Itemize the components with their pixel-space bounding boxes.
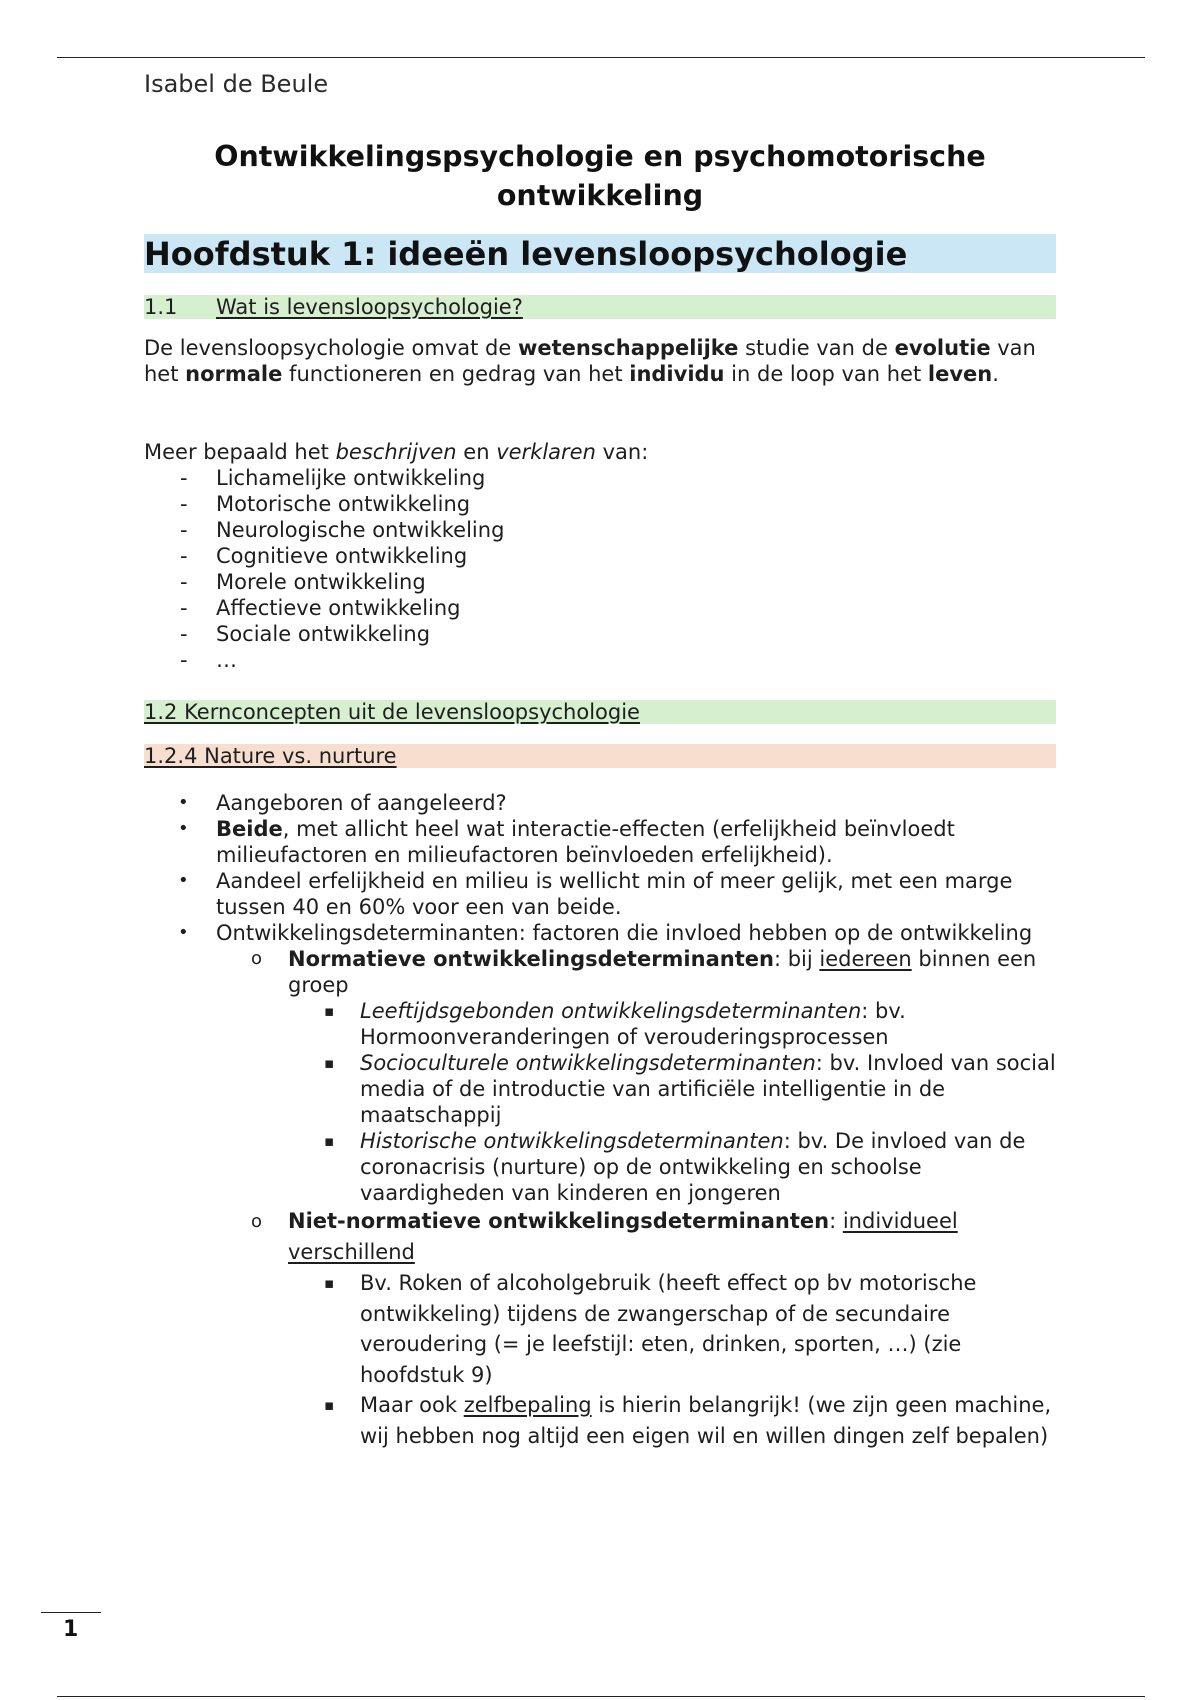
italic-term: Historische ontwikkelingsdeterminanten xyxy=(360,1129,784,1153)
italic-term: beschrijven xyxy=(335,440,457,464)
dash-list xyxy=(144,465,1056,673)
page-number: 1 xyxy=(63,1617,79,1642)
list-item-text: Affectieve ontwikkeling xyxy=(216,596,461,620)
dash-marker: - xyxy=(180,648,188,672)
footer-page-rule xyxy=(57,1696,1145,1697)
text-run: is hierin belangrijk! (we zijn geen machine, wij hebben nog altijd een eigen wil en willen dingen zelf bepalen) xyxy=(360,1393,1052,1448)
underlined-term: iedereen xyxy=(819,947,912,971)
sub-list xyxy=(216,946,1056,1451)
section-title: 1.2 Kernconcepten uit de levensloopsychologie xyxy=(144,700,640,724)
definition-paragraph xyxy=(144,335,1056,387)
list-item xyxy=(144,647,1056,673)
bold-term: Niet-normatieve ontwikkelingsdeterminanten xyxy=(288,1209,830,1233)
dash-marker: - xyxy=(180,596,188,620)
list-item-text: Morele ontwikkeling xyxy=(216,570,426,594)
list-item xyxy=(288,1268,1056,1390)
sub-sub-list xyxy=(288,1268,1056,1451)
square-marker: ▪ xyxy=(324,1054,335,1072)
list-item-text: Sociale ontwikkeling xyxy=(216,622,431,646)
bold-term: leven xyxy=(927,362,993,386)
underlined-term: individueel verschillend xyxy=(288,1209,958,1264)
nature-nurture-content xyxy=(144,790,1056,1451)
text-run: . xyxy=(992,362,999,386)
dash-marker: - xyxy=(180,622,188,646)
development-areas xyxy=(144,439,1056,673)
bullet-marker: • xyxy=(178,818,189,839)
italic-term: Leeftijdsgebonden ontwikkelingsdeterminanten xyxy=(360,999,862,1023)
text-run: Meer bepaald het xyxy=(144,440,336,464)
list-item xyxy=(144,868,1056,920)
dash-marker: - xyxy=(180,518,188,542)
section-heading-1-2-4 xyxy=(144,744,1056,768)
list-item-text: … xyxy=(216,648,237,672)
text-run: in de loop van het xyxy=(724,362,928,386)
underlined-term: zelfbepaling xyxy=(463,1393,592,1417)
list-item-text: Aangeboren of aangeleerd? xyxy=(216,791,507,815)
dash-marker: - xyxy=(180,544,188,568)
list-item-text: : bv. De invloed van de coronacrisis (nurture) op de ontwikkeling en schoolse vaardigheden van kinderen en jongeren xyxy=(360,1129,1026,1205)
bullet-marker: • xyxy=(178,870,189,891)
document-title xyxy=(144,137,1056,215)
text-run: van het xyxy=(144,336,1036,386)
text-run: studie van de xyxy=(738,336,895,360)
italic-term: verklaren xyxy=(496,440,596,464)
square-marker: ▪ xyxy=(324,1274,335,1292)
circle-marker: o xyxy=(251,1211,263,1232)
sub-sub-list xyxy=(288,998,1056,1206)
bold-term: Beide xyxy=(216,817,283,841)
bullet-list xyxy=(144,790,1056,1451)
bold-term: evolutie xyxy=(894,336,991,360)
text-run: Maar ook xyxy=(360,1393,464,1417)
bold-term: Normatieve ontwikkelingsdeterminanten xyxy=(288,947,774,971)
chapter-heading: Hoofdstuk 1: ideeën levensloopsychologie xyxy=(144,234,1056,273)
document-title-line-2: ontwikkeling xyxy=(496,179,704,212)
list-item xyxy=(144,816,1056,868)
list-item xyxy=(216,1206,1056,1451)
section-heading-1-1 xyxy=(144,295,1056,319)
list-item-text: : bv. Hormoonveranderingen of verouderingsprocessen xyxy=(360,999,906,1049)
dash-marker: - xyxy=(180,466,188,490)
list-item xyxy=(144,465,1056,491)
section-title: 1.2.4 Nature vs. nurture xyxy=(144,744,397,768)
text-run: De levensloopsychologie omvat de xyxy=(144,336,518,360)
list-item-text: Cognitieve ontwikkeling xyxy=(216,544,468,568)
list-item xyxy=(288,1050,1056,1128)
bold-term: normale xyxy=(185,362,283,386)
list-item xyxy=(144,621,1056,647)
list-item xyxy=(288,1390,1056,1451)
list-intro xyxy=(144,439,1056,465)
list-item xyxy=(288,1128,1056,1206)
section-heading-1-2 xyxy=(144,700,1056,724)
bold-term: individu xyxy=(629,362,725,386)
bullet-marker: • xyxy=(178,792,189,813)
bold-term: wetenschappelijke xyxy=(517,336,739,360)
text-run: en xyxy=(456,440,497,464)
text-run: van: xyxy=(595,440,649,464)
author-name: Isabel de Beule xyxy=(144,70,329,98)
circle-marker: o xyxy=(251,948,263,969)
list-item xyxy=(216,946,1056,1206)
list-item xyxy=(144,790,1056,816)
text-run: : xyxy=(829,1209,843,1233)
section-number: 1.1 xyxy=(144,295,178,319)
list-item-text: : bv. Invloed van social media of de introductie van artificiële intelligentie in de maatschappij xyxy=(360,1051,1056,1127)
list-item xyxy=(144,920,1056,1451)
text-run: : bij xyxy=(773,947,820,971)
text-run: binnen een groep xyxy=(288,947,1037,997)
list-item-text: Bv. Roken of alcoholgebruik (heeft effect op bv motorische ontwikkeling) tijdens de zwangerschap of de secundaire veroudering (= je leefstijl: eten, drinken, sporten, …) (zie hoofdstuk 9) xyxy=(360,1271,977,1387)
list-item-text: Ontwikkelingsdeterminanten: factoren die invloed hebben op de ontwikkeling xyxy=(216,921,1033,945)
list-item xyxy=(144,517,1056,543)
list-item-text: Aandeel erfelijkheid en milieu is wellicht min of meer gelijk, met een marge tussen 40 en 60% voor een van beide. xyxy=(216,869,1013,919)
document-title-line-1: Ontwikkelingspsychologie en psychomotorische xyxy=(214,140,986,173)
list-item xyxy=(144,543,1056,569)
list-item-text: Motorische ontwikkeling xyxy=(216,492,471,516)
dash-marker: - xyxy=(180,570,188,594)
square-marker: ▪ xyxy=(324,1396,335,1414)
list-item xyxy=(288,998,1056,1050)
footer-rule xyxy=(41,1612,101,1613)
square-marker: ▪ xyxy=(324,1002,335,1020)
square-marker: ▪ xyxy=(324,1132,335,1150)
text-run: functioneren en gedrag van het xyxy=(282,362,630,386)
list-item-text: Neurologische ontwikkeling xyxy=(216,518,505,542)
section-title: Wat is levensloopsychologie? xyxy=(216,295,523,319)
list-item xyxy=(144,491,1056,517)
list-item xyxy=(144,569,1056,595)
list-item xyxy=(144,595,1056,621)
bullet-marker: • xyxy=(178,922,189,943)
header-rule xyxy=(57,57,1145,58)
dash-marker: - xyxy=(180,492,188,516)
list-item-text: Lichamelijke ontwikkeling xyxy=(216,466,486,490)
list-item-text: , met allicht heel wat interactie-effecten (erfelijkheid beïnvloedt milieufactoren en milieufactoren beïnvloeden erfelijkheid). xyxy=(216,817,955,867)
italic-term: Socioculturele ontwikkelingsdeterminanten xyxy=(360,1051,816,1075)
